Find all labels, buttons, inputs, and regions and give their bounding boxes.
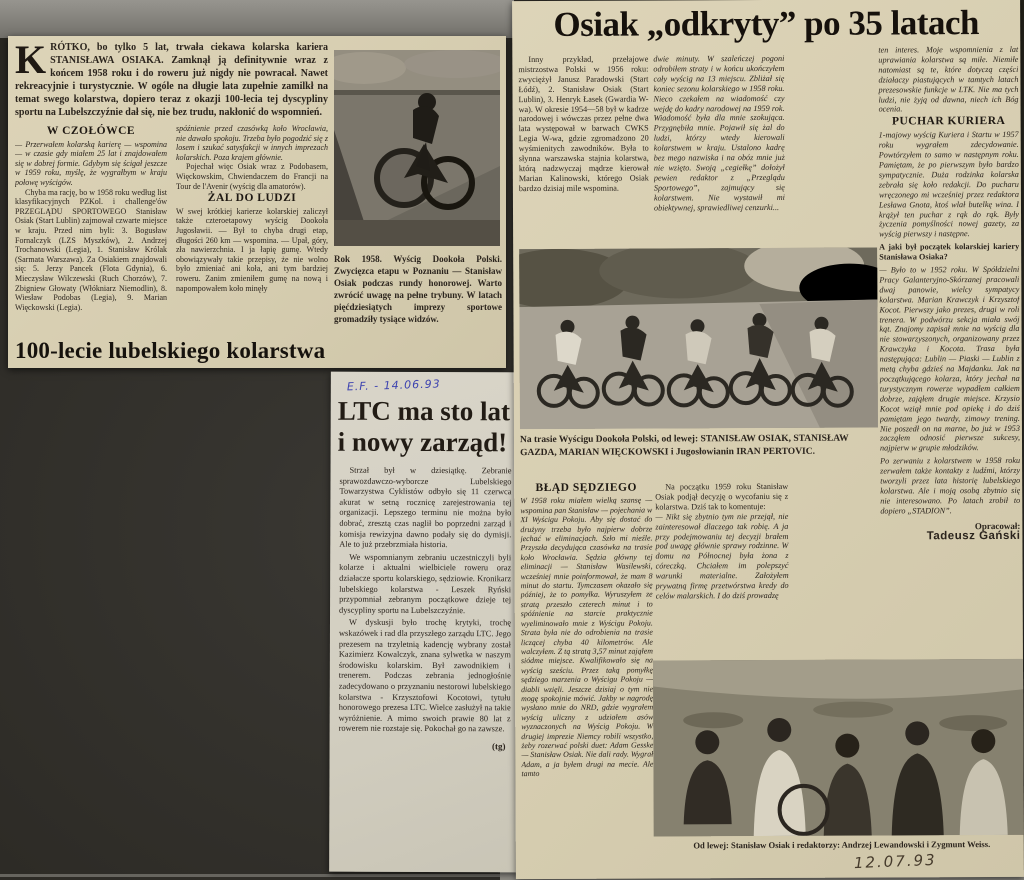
body-paragraph: Po zerwaniu z kolarstwem w 1958 roku zerwałem także kontakty z ludźmi, którzy tworzyli przez lata historię lubelskiego kolarstwa. Ale i moją osobą zbytnio się nie interesowano. Po latach zrobił to dopiero „STADION”. bbox=[880, 456, 1021, 516]
body-paragraph: Strzał był w dziesiątkę. Zebranie sprawozdawczo-wyborcze Lubelskiego Towarzystwa Cyklistów odbyło się 11 czerwca akurat w setną rocznicę zarejestrowania tej organizacji. Lepszego terminu nie można było dobrać, zresztą czas naglił bo poprzedni zarząd i komisja rewizyjna dawno podały się do dymisji. Ale to już przebrzmiała historia. bbox=[339, 465, 512, 550]
body-paragraph: spóźnienie przed czasówką koło Wrocławia, nie dawało spokoju. Trzeba było pogodzić się z losem i szukać satysfakcji w innych imprezach kolarskich. Poza krajem głównie. bbox=[176, 124, 328, 162]
body-paragraph: — Nikt się zbytnio tym nie przejął, nie zainteresował dlaczego tak robię. A ja przy podejmowaniu tej decyzji brałem pod uwagę głównie sprawy rodzinne. W domu na Północnej była żona z córeczką. Chciałem im polepszyć warunki materialne. Założyłem prywatną firmę przetwórstwa kredy do celów malarskich. I do dziś prowadzę bbox=[655, 511, 789, 601]
ltc-title bbox=[338, 396, 517, 459]
section-heading-puchar-kuriera: PUCHAR KURIERA bbox=[891, 115, 1006, 128]
author-initials: (tg) bbox=[492, 741, 506, 752]
column-middle bbox=[655, 482, 789, 659]
left-article-body bbox=[8, 36, 332, 368]
ltc-title-line2: i nowy zarząd! bbox=[337, 426, 508, 458]
drop-cap: K bbox=[15, 37, 47, 82]
cyclist-track-photo bbox=[334, 50, 500, 246]
byline bbox=[880, 522, 1020, 542]
osiak-article-clipping bbox=[512, 0, 1024, 879]
body-paragraph: — Było to w 1952 roku. W Spółdzielni Pracy Galanteryjno-Skórzanej pracowali dwaj panowie, wielcy sympatycy kolarstwa. Marian Krawczyk i Krzysztof Kocot. Pierwszy jako prezes, drugi w roli trenera. W podwórzu sekcja miała swój kąt. Znajomy zapisał mnie na wyścig dla nie stowarzyszonych, organizowany przez Krawczyka i Kocota. Trasa była następująca: Lublin — Piaski — Lublin z metą chyba gdzieś na Majdanku. Jak na początkującego kolarza, który jechał na turystycznym rowerze wypadłem całkiem dobrze, zająłem drugie miejsce. Krzysio Kocot wziął mnie pod opiekę i do dziś pamiętam jego twardy, zimowy trening. Nie poszedł on na marne, bo już w 1953 zacząłem odnosić pierwsze sukcesy, najpierw w grupie młodzików. bbox=[879, 264, 1021, 453]
column-1 bbox=[15, 124, 167, 336]
column-2 bbox=[176, 124, 328, 336]
table-surface-top bbox=[0, 0, 514, 38]
ltc-body bbox=[339, 466, 512, 735]
main-headline: Osiak „odkryty” po 35 latach bbox=[553, 3, 980, 44]
body-paragraph: Pojechał więc Osiak wraz z Podobasem, Więckowskim, Chwiendaczem do Francji na Tour de l'Avenir (wyścig dla amatorów). bbox=[176, 162, 328, 191]
photo-caption: Na trasie Wyścigu Dookoła Polski, od lewej: STANISŁAW OSIAK, STANISŁAW GAZDA, MARIAN WIĘCKOWSKI i Jugosłowianin IRAN PERTOVIC. bbox=[519, 433, 849, 458]
interview-question: A jaki był początek kolarskiej kariery Stanisława Osiaka? bbox=[879, 242, 1020, 262]
section-heading-zal-do-ludzi: ŻAL DO LUDZI bbox=[207, 192, 297, 205]
ltc-article-clipping bbox=[329, 372, 521, 873]
byline-label: Opracował: bbox=[974, 520, 1021, 531]
photo-caption: Rok 1958. Wyścig Dookoła Polski. Zwycięzca etapu w Poznaniu — Stanisław Osiak podczas rundy honorowej. Warto zwrócić uwagę na pełne trybuny. W latach pięćdziesiątych imprezy sportowe gromadziły tysiące widzów. bbox=[334, 254, 502, 324]
column-2 bbox=[653, 54, 785, 249]
table-surface-edge bbox=[0, 874, 500, 877]
column-blad-sedziego bbox=[520, 481, 654, 876]
body-paragraph: dwie minuty. W szaleńczej pogoni odrobiłem straty i w końcu ukończyłem cały wyścig na 13 miejscu. Zbliżał się koniec sezonu kolarskiego w 1958 roku. Nieco czekałem na wiadomość czy wejdę do kadry narodowej na 1959 rok. Wiadomość była dla mnie szokująca. Przygnębiła mnie. Pojawił się żal do ludzi, którzy wtedy kierowali kolarstwem w kraju. Ustalono kadrę bez mego nazwiska i na obóz mnie już nie wzięto. Swoją „cegiełkę” dołożył pewien redaktor z „Przeglądu Sportowego”, zajmujący się kolarstwem. Nie wystawił mi obiektywnej, sprawiedliwej cenzurki... bbox=[653, 53, 785, 213]
body-paragraph: ten interes. Moje wspomnienia z lat uprawiania kolarstwa są miłe. Niemiłe natomiast są te, które dotyczą części działaczy piastujących w tamtych latach prezesowskie funkcje w LTK. Nie ma tych ludzi, nie żyją od dawna, niech ich Bóg ocenia. bbox=[878, 44, 1019, 114]
handwritten-note: E.F. - 14.06.93 bbox=[346, 377, 441, 394]
section-heading-w-czolowce: W CZOŁÓWCE bbox=[46, 125, 136, 137]
peloton-photo bbox=[519, 248, 878, 430]
section-heading-blad-sedziego: BŁĄD SĘDZIEGO bbox=[535, 481, 637, 495]
group-photo bbox=[653, 659, 1024, 837]
banner-headline: 100-lecie lubelskiego kolarstwa bbox=[15, 338, 326, 363]
body-paragraph: W dyskusji było trochę krytyki, trochę wskazówek i rad dla przyszłego zarządu LTC. Jego prezesem na trzyletnią kadencję wybrany został Kazimierz Kowalczyk, znana sylwetka w naszym środowisku kolarskim. Był zawodnikiem i trenerem. Podczas zebrania jednogłośnie zadecydowano o przyznaniu nestorowi lubelskiego kolarstwa - Krzysztofowi Kocotowi, tytułu honorowego prezesa LTC. Wielce zasłużył na takie wyróżnienie. A mimo swoich prawie 80 lat z rowerem nie rozstaje się. Pokochał go na zawsze. bbox=[338, 618, 512, 734]
article-columns bbox=[15, 124, 328, 336]
body-paragraph: W 1958 roku miałem wielką szansę — wspomina pan Stanisław — pojechania w XI Wyścigu Pokoju. Aby się dostać do drużyny trzeba było najpierw dobrze jechać w eliminacjach. Szło mi nieźle. Przyszła decydująca czasówka na trasie koło Wrocławia. Sędzia główny tej eliminacji — Stanisław Wasilewski, wcześniej mnie poinformował, że mam 8 minut do startu. Tymczasem okazało się później, że to pomyłka. Wyruszyłem ze stratą przeszło czterech minut i to spóźnienie na starcie praktycznie wyeliminowało mnie z Wyścigu Pokoju. Strata była nie do odrobienia na trasie liczącej chyba 40 kilometrów. Ale walczyłem. Z tą stratą 3,57 minut zająłem siódme miejsce. Kwalifikowało się na wyścig sześciu. Przez taką pomyłkę sędziego marzenia o Wyścigu Pokoju — diabli wzięli. Jeszcze dzisiaj o tym nie mogę spokojnie mówić. Jakby w nagrodę wysłano mnie do NRD, gdzie wygrałem wyścig uliczny z udziałem asów wyznaczonych na Wyścig Pokoju. W drugiej imprezie Niemcy robili wszystko, żeby rozerwać polski duet: Adam Gesske — Stanisław Osiak. Nie dali rady. Wygrał Adam, a ja byłem drugi na mecie. Ale tamto bbox=[520, 495, 654, 779]
body-paragraph: Chyba ma rację, bo w 1958 roku według list klasyfikacyjnych PZKol. i challenge'ów PRZEGLĄDU SPORTOWEGO Stanisław Osiak (Start Lublin) zajmował czwarte miejsce w kraju. Przed nim byli: 3. Bogusław Fornalczyk (LZS Myszków), 2. Andrzej Trochanowski (Legia), 1. Stanisław Królak (Sarmata Warszawa). Za Osiakiem znajdowali się: 5. Jerzy Pancek (Flota Gdynia), 6. Mieczysław Wilczewski (Ruch Chorzów), 7. Zbigniew Głowaty (Włókniarz Niemodlin), 8. Wiesław Podobas (Legia), 9. Marian Więckowski (Legia). bbox=[15, 187, 167, 312]
ltc-title-line1: LTC ma sto lat bbox=[337, 395, 511, 427]
body-paragraph: Na początku 1959 roku Stanisław Osiak podjął decyzję o wycofaniu się z kolarstwa. Dziś tak to komentuje: bbox=[655, 481, 789, 512]
left-article-clipping bbox=[8, 36, 506, 368]
byline-name: Tadeusz Gański bbox=[926, 529, 1021, 542]
handwritten-date: 12.07.93 bbox=[853, 850, 937, 873]
body-paragraph: — Przerwałem kolarską karierę — wspomina — w czasie gdy miałem 25 lat i znajdowałem się w dobrej formie. Gdybym się ścigał jeszcze w 1959 roku, myślę, że wygrałbym w kraju połowę wyścigów. bbox=[15, 139, 167, 187]
left-photo-column bbox=[332, 36, 506, 368]
body-paragraph: 1-majowy wyścig Kuriera i Startu w 1957 roku wygrałem zdecydowanie. Powtórzyłem to samo w następnym roku. Pamiętam, że po pierwszym było bardzo sympatycznie. Duża rodzinka kolarska zebrała się koło redakcji. Do pucharu wręczonego mi wcześniej przez redaktora Lesława Gnota, ktoś wlał butelkę wina. I krążył ten puchar z rąk do rąk. Były życzenia pomyślności nowej gazety, za wyścig pierwszy i następne. bbox=[878, 130, 1020, 239]
body-paragraph: We wspomnianym zebraniu uczestniczyli byli kolarze i aktualni wielbiciele roweru oraz działacze sportu kolarskiego, sędziowie. Kronikarz lubelskiego kolarstwa - Leszek Ryński przypomniał zebranym początkowe dzieje tej dyscypliny sportu na Lubelszczyźnie. bbox=[339, 552, 512, 615]
lead-text: RÓTKO, bo tylko 5 lat, trwała ciekawa kolarska kariera STANISŁAWA OSIAKA. Zamknął ją definitywnie wraz z końcem 1958 roku i do roweru już nigdy nie powracał. Nawet rekreacyjnie i turystycznie. W ogóle na długie lata zupełnie zamilkł na temat swego kolarstwa, dopiero teraz z okazji 100-lecia tej dyscypliny sportu na Lubelszczyźnie dał się, nie bez trudu, nakłonić do wspomnień. bbox=[15, 42, 328, 118]
lead-paragraph bbox=[15, 37, 328, 119]
body-paragraph: W swej krótkiej karierze kolarskiej zaliczył także czteroetapowy wyścig Dookoła Jugosławii. — Był to chyba drugi etap, długości 260 km — wspomina. — Upał, góry, zła nawierzchnia. I ja łapię gumę. Wtedy obowiązywały takie przepisy, że nie wolno było zmieniać ani koła, ani tym bardziej roweru. Zanim zmieniłem gumę na nową i napompowałem koło minęły bbox=[176, 206, 328, 293]
column-right bbox=[878, 45, 1021, 656]
column-1 bbox=[518, 55, 649, 250]
photo-caption: Od lewej: Stanisław Osiak i redaktorzy: Andrzej Lewandowski i Zygmunt Weiss. bbox=[693, 839, 991, 851]
body-paragraph: Inny przykład, przełajowe mistrzostwa Polski w 1956 roku: zwyciężył Janusz Paradowski (Start Łódź), 2. Stanisław Osiak (Start Lublin), 3. Henryk Łasek (Gwardia W-wa). W okresie 1954—58 był w kadrze narodowej i wówczas przez pełne dwa lata występował w barwach CWKS Legia W-wa, gdzie zgromadzono 20 wyśmienitych zawodników. Była to słynna warszawska stajnia kolarstwa, którą nadzwyczaj mądrze kierował Marian Kalinowski, którego Osiak bardzo dzisiaj mile wspomina. bbox=[518, 54, 649, 193]
